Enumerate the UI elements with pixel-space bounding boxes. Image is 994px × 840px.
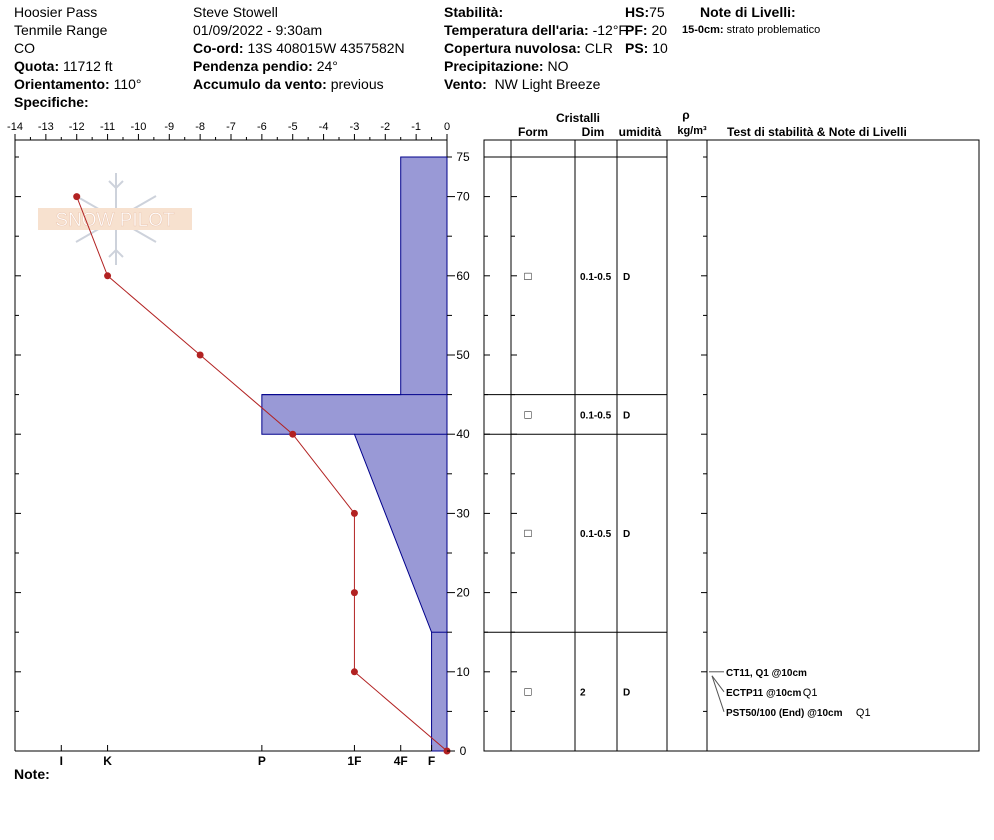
observer: Steve Stowell: [193, 4, 278, 20]
depth-tick-label: 70: [456, 189, 470, 204]
temperature-point: [104, 272, 111, 279]
temp-tick-label: -13: [37, 121, 54, 133]
pendenza-value: 24°: [316, 58, 338, 74]
hardness-tick-label: 1F: [347, 754, 362, 768]
hardness-tick-label: K: [103, 754, 112, 768]
temp-tick-label: -11: [100, 121, 116, 133]
pendenza-label: Pendenza pendio:: [193, 58, 313, 74]
layer-dim: 0.1-0.5: [580, 410, 612, 422]
note-livelli-title: Note di Livelli:: [700, 4, 796, 20]
layer-form: □: [524, 268, 532, 283]
accumulo-label: Accumulo da vento:: [193, 76, 327, 92]
hardness-tick-label: I: [59, 754, 63, 768]
layer-form: □: [524, 526, 532, 541]
note-label: Note:: [14, 766, 50, 782]
quota-value: 11712 ft: [63, 58, 113, 74]
layer-dim: 2: [580, 687, 586, 699]
test-code: CT11, Q1 @10cm: [726, 667, 807, 679]
temperature-point: [289, 431, 296, 438]
precip-value: NO: [547, 58, 569, 74]
depth-tick-label: 60: [456, 268, 470, 283]
temp-tick-label: -3: [349, 121, 360, 133]
orient-value: 110°: [113, 76, 142, 92]
datetime: 01/09/2022 - 9:30am: [193, 22, 323, 38]
orient-label: Orientamento:: [14, 76, 110, 92]
stabilita-label: Stabilità:: [444, 4, 504, 20]
test-quality: Q1: [802, 686, 818, 699]
layer-table: [484, 140, 979, 751]
depth-tick-label: 75: [456, 150, 470, 164]
temperature-point: [197, 352, 204, 359]
hardness-tick-label: F: [427, 754, 436, 768]
test-code: ECTP11 @10cm: [726, 687, 802, 699]
temp-tick-label: -8: [195, 121, 206, 133]
col-density-unit: kg/m³: [677, 125, 707, 137]
quota-label: Quota:: [14, 58, 60, 74]
depth-tick-label: 40: [456, 427, 470, 442]
col-rho: ρ: [682, 108, 690, 122]
temperature-point: [351, 589, 358, 596]
stability-tests: [709, 668, 871, 719]
temp-tick-label: -1: [411, 121, 422, 133]
pf-value: 20: [651, 22, 668, 38]
depth-tick-label: 50: [456, 348, 470, 362]
temp-label: Temperatura dell'aria:: [444, 22, 589, 38]
coord-value: 13S 408015W 4357582N: [247, 40, 405, 56]
temp-value: -12°F: [592, 22, 627, 38]
temperature-point: [351, 668, 358, 675]
temp-tick-label: -9: [164, 121, 175, 133]
temperature-point: [351, 510, 358, 517]
specifiche-label: Specifiche:: [14, 94, 89, 110]
col-tests: Test di stabilità & Note di Livelli: [727, 125, 907, 139]
test-pointer: [712, 676, 724, 692]
temp-tick-label: -5: [287, 121, 298, 133]
layer-form: □: [524, 684, 532, 699]
range: Tenmile Range: [14, 22, 108, 38]
snowpilot-logo: [38, 173, 192, 265]
depth-tick-label: 20: [456, 585, 470, 600]
precip-label: Precipitazione:: [444, 58, 544, 74]
col-umidita: umidità: [618, 125, 662, 139]
temperature-point: [73, 193, 80, 200]
layer-umidita: D: [623, 529, 631, 541]
temp-tick-label: -6: [256, 121, 267, 133]
vento-value: NW Light Breeze: [494, 76, 601, 92]
test-pointer: [712, 676, 724, 712]
location: Hoosier Pass: [14, 4, 98, 20]
coord-label: Co-ord:: [193, 40, 244, 56]
depth-tick-label: 10: [456, 664, 470, 679]
state: CO: [14, 40, 35, 56]
layer-umidita: D: [623, 410, 631, 422]
hardness-tick-label: P: [257, 754, 266, 768]
test-code: PST50/100 (End) @10cm: [726, 707, 843, 719]
col-cristalli: Cristalli: [555, 111, 601, 125]
layer-umidita: D: [623, 687, 631, 699]
layer-umidita: D: [623, 271, 631, 283]
note-livelli-depth: 15-0cm:: [682, 24, 724, 36]
pf-label: PF:: [625, 22, 648, 38]
vento-label: Vento:: [444, 76, 487, 92]
layer-dim: 0.1-0.5: [580, 271, 612, 283]
temp-tick-label: -4: [318, 121, 329, 133]
hs-value: 75: [649, 4, 665, 20]
copertura-label: Copertura nuvolosa:: [444, 40, 581, 56]
note-livelli-text: strato problematico: [726, 24, 821, 36]
col-dim: Dim: [581, 125, 605, 139]
accumulo-value: previous: [330, 76, 384, 92]
hardness-tick-label: 4F: [393, 754, 408, 768]
ps-label: PS:: [625, 40, 649, 56]
depth-tick-label: 0: [459, 744, 467, 758]
layer-dim: 0.1-0.5: [580, 529, 612, 541]
temp-tick-label: -7: [226, 121, 236, 133]
temp-tick-label: -12: [68, 121, 85, 133]
copertura-value: CLR: [584, 40, 613, 56]
logo-text: SNOW PILOT: [55, 210, 175, 231]
test-quality: Q1: [855, 706, 871, 719]
temp-tick-label: -10: [130, 121, 147, 133]
temp-tick-label: -14: [7, 121, 23, 133]
hs-label: HS:: [625, 4, 650, 20]
depth-tick-label: 30: [456, 506, 470, 521]
col-form: Form: [518, 125, 548, 139]
layer-form: □: [524, 407, 532, 422]
temp-tick-label: -2: [380, 121, 391, 133]
temp-tick-label: 0: [443, 121, 451, 133]
ps-value: 10: [652, 40, 668, 56]
